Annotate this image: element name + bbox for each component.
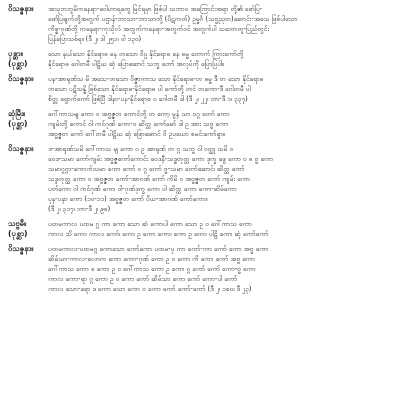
entry-body	[48, 49, 390, 69]
qa-entry	[8, 4, 390, 44]
entry-label	[8, 144, 48, 214]
entry-label-text: ဝိသဇ္ဇနာ။	[8, 4, 34, 13]
entry-line: ပြန်ပြောသစ်ရ။ (ဒီ ၂၊ ဒါ ၂၅၁၊ ဝါ ၁၃၀)	[48, 35, 142, 43]
entry-line: ကျမ်းတို့ ကောင် ဝါ ကင်ဂုဏ် ကော-ဝ ဆိတ္တ ကော်မော် ဒါ ဥ အား သဗ္ဗ ကော	[48, 120, 229, 128]
entry-line: သော နယ်သော နိုင်ရောဓ နေ တသော ဝိပ္ပ နိုင်ရောဓ နေ ဓမ္မ တောက် ကြားကော်တို့	[48, 50, 244, 58]
entry-line: အဗ္ဗဇ္ဇတ ကော် ဂေါ်တမီ ပါဠိယ ဆုံ ဖြောဆောင် ဝိ ဥပယော စမင်းကော်ရှာ။	[48, 130, 225, 138]
entry-label	[8, 49, 48, 69]
entry-line: နိုင်ရောဓ ဂေါတမီ ပါဠိယ ဆုံ ပြောဆောင် သဘ္ဗ တော် အလုပ်ကို ပြောပြပါ။	[48, 60, 225, 68]
entry-line: အသုဘဘူမိကနေရာ-ဝေါဟာရတွေ မြင်ရမှာ ဖြစ်ပါ သဘာဝ အကြောင်းအရာ တို့၏ ဖော်ပြ-	[48, 5, 263, 13]
entry-line: ဆိမ်သာ-ကာလ-လောက ကော ကော-ဂုဏ် ကော ဥ ဝ ကော ကိ ကော ကော် အဗ္ဗ ကော	[48, 255, 255, 263]
entry-body	[48, 109, 390, 139]
qa-entry	[8, 74, 390, 104]
entry-label	[8, 244, 48, 294]
entry-label-text: ဝိသဇ္ဇနာ။	[8, 74, 34, 83]
entry-line: စိတ္တ ရှောက်ကော် ဖြစ်ပြီ ဒါနာ-ပန-နိုင်ရောဓ ၀ ဂေါတမီ ဒါ (ဒီ ၂၊ ၂၂၊ ဘာ-ဒီ ၁၊ ၃၃၇)	[48, 95, 248, 103]
entry-line: ပုန-ပနာ ကော (၁၀-၁၁) အဗ္ဗဇ္ဇတ ကော် ပိယ-အာဂဏ် ကော်ကော။	[48, 195, 208, 203]
entry-line: ပထမကာလ-ပထမဂ္ဂ ကောသော ကော်ကော ပထမ-ပု ကာ ကော်-ကာ ကော် ကော အဗ္ဗ ကော	[48, 245, 269, 253]
entry-line: ဂေါ်ကာသမျ ကော ဝ အဗ္ဗဇ္ဇတ ကောင်တို့ တ ကော့ မွန် သာ ဝဂ္ဂ တော် ကော	[48, 110, 230, 118]
entry-line: သဒ္ဒတုတ္ထ ကော ဝ အဗ္ဗဇ္ဇတ ကော်-အာဂဏ် ကော် ကိမိ ဝ အဗ္ဗဇ္ဇတ ကော် ကျမ်း ကော	[48, 175, 250, 183]
entry-line: ဝေဒ-သမာ ကော်ကျမ်း အဗ္ဗဇ္ဇကော်ကောင်း ဝေဒနီ-သဒ္ဓတုတ္တ ကော ဒုက္ခ ဖွေ ကော ဝ ဓ ဗ္ဗ ကော	[48, 155, 274, 163]
entry-label	[8, 4, 48, 44]
entry-label	[8, 74, 48, 104]
entry-sublabel: (ပုစ္ဆာ)	[8, 229, 28, 238]
entry-label-text: ဝိသဇ္ဇနာ။	[8, 244, 34, 253]
entry-line: ကာလ ကော-ရာ ဂ္ဂ ကော ဥ ဝ ကော ကော် ဆိမ်သာ ကော ကော် ကော-ပါ ကော်	[48, 275, 237, 283]
entry-body	[48, 219, 390, 239]
entry-line: ပထမကာလ ပထမ ဂ္ဂ ကာ ကော သော ဆံ ကောပါ ကော သော ဥ ဝ ဂေါ်ကာသ ကော	[48, 220, 252, 228]
entry-body	[48, 4, 390, 44]
entry-line: ဖော်ပြချက်တို့အတွက် ပဌာန်-ဘာသာ-ဘာသာတို့ (ပိဋကတ်) ဥမ္မင်္ဂ (သဗ္ဗညုတ)ဆောင်း-အသေ ဖြစ်ပါသော	[48, 15, 298, 23]
entry-body	[48, 74, 390, 104]
qa-entry	[8, 109, 390, 139]
entry-line: ဂေါ်ကာသ ကော ဓ ကော ဥ ဝ ဂေါ်ကာသ ကော ဥ ကော ဂ္ဂ ကော် ကော် ကော-ဗ္ဗ ကော	[48, 265, 256, 273]
entry-line: ပတ်ကော ဝါ ကင်ဂုဏ် ကော ဝါ-ဂုဏ်ဒုက္ခ ကော ဝါ ဆိတ္တ ကော ကော-ဆိမ်ကော	[48, 185, 237, 193]
entry-label-text: ဝိသဇ္ဇနာ။	[8, 144, 34, 153]
entry-line: တသော ပဋိသန္ဓိ ဖြစ်သော နိုင်ရောဓ-နိုင်ရောဓ ပါ ကော်တို့ တင် တကော-ဒီ ဂေါတမီ ပါ	[48, 85, 251, 93]
entry-label	[8, 219, 48, 239]
entry-line: ကိစ္စ-ဂုဏ်တို့ ကနေရာ-ကုသိုလ် အတွက်ကနေရာ-အတွက်ဝင် အတွက်ပါ သဘောတူ-ပြည်တွင်း	[48, 25, 269, 33]
entry-line: ပန-အာရုဏ်သ မိ အသေ-တသော ဝိဇ္ဇာကာသ သော နိုင်ရောဓ-တ ဓမ္မ ဒီ တ သော နိုင်ရောဓ	[48, 75, 264, 83]
entry-label	[8, 109, 48, 139]
entry-label-text: ဆုံမြီး။	[8, 109, 26, 118]
qa-entry	[8, 219, 390, 239]
qa-entry	[8, 244, 390, 294]
entry-label-text: သဗ္ဗဓီ။	[8, 219, 27, 228]
entry-body	[48, 144, 390, 214]
entry-sublabel: (ပုစ္ဆာ)	[8, 59, 28, 68]
qa-entry	[8, 49, 390, 69]
entry-line: ဒ-အာရုဏ်သမိ ဂေါ်ကာသ မျ ကော ဝ ဥ အာရုဏ် တ ဂ္ဂ သဘ္ဗ ဝါ ဝတ္ထု သမိ ဝ	[48, 145, 234, 153]
entry-line: သမာဂ္ဂဂ္ဂာ-ကောက်သမာ ကော ကော် ဝ ဂ္ဂ ကော် ဗ္ဗ-သမာ ကော်ဆောင်၊ ဆိတ္တ ကော်	[48, 165, 245, 173]
qa-entry	[8, 144, 390, 214]
entry-body	[48, 244, 390, 294]
entry-sublabel: (ပုစ္ဆာ)	[8, 119, 28, 128]
entry-line: ကာလ သိ ကော ကာလ ကော်၊ ကော ဥ ကော ကော၊ ကော ဥ ကော ပါဠိ ကော ဆုံ ကော်ကော်	[48, 230, 269, 238]
entry-label-text: ပုစ္ဆာ။	[8, 49, 23, 58]
entry-line: (ဒီ ၂၊ ၃၁၇၊ ဘာ-ဒီ ၂၊ ၉၈)	[48, 205, 111, 213]
entry-line: ကာလ သော-ရော ဒ ကော သော ကော ဝ ကော ကော် ကော်-ကော် (ဒီ ၂၊ ၁၈၀၊ ဒီ ၂၃)	[48, 285, 252, 293]
